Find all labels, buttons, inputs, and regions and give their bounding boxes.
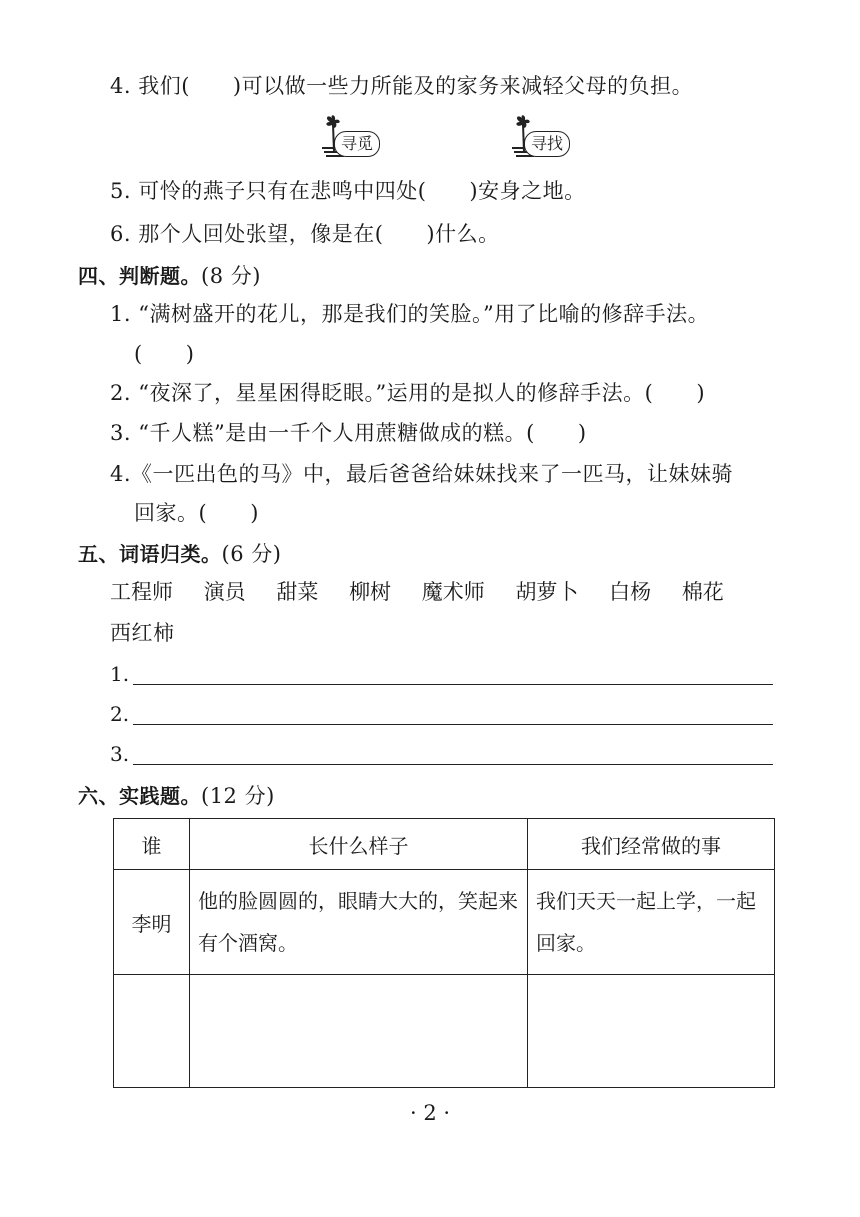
section-heading: 六、实践题。 [78,784,201,808]
column-header: 长什么样子 [190,819,528,870]
answer-number: 3. [110,742,130,766]
section-heading: 五、词语归类。 [78,542,222,566]
word: 棉花 [681,580,724,604]
option-label: 寻觅 [334,131,380,157]
answer-line-1[interactable] [133,684,773,685]
judge-item-2: 2. “夜深了，星星困得眨眼。”运用的是拟人的修辞手法。( ) [110,381,706,405]
table-cell-activities: 我们天天一起上学，一起回家。 [528,870,775,975]
column-header: 谁 [114,819,190,870]
question-5: 5. 可怜的燕子只有在悲鸣中四处( )安身之地。 [110,179,586,203]
answer-number: 2. [110,702,130,726]
word: 甜菜 [276,580,319,604]
page-number: · 2 · [409,1101,451,1125]
table-cell-name: 李明 [114,870,190,975]
section-score: (6 分) [221,542,282,566]
table-cell-appearance[interactable] [190,975,528,1088]
practice-table [113,818,775,1088]
section-score: (12 分) [201,784,275,808]
section-5-title [78,538,281,568]
answer-line-3[interactable] [133,764,773,765]
word: 柳树 [349,580,392,604]
judge-item-4-cont: 回家。( ) [134,501,259,525]
word: 工程师 [110,580,173,604]
table-row [114,870,775,975]
word: 白杨 [609,580,652,604]
table-header-row [114,819,775,870]
column-header: 我们经常做的事 [528,819,775,870]
section-score: (8 分) [201,264,261,288]
word: 胡萝卜 [515,580,579,604]
section-heading: 四、判断题。 [78,264,201,288]
word-list [110,576,724,606]
word-option-1 [318,112,378,160]
judge-item-4: 4.《一匹出色的马》中，最后爸爸给妹妹找来了一匹马，让妹妹骑 [110,462,734,486]
section-6-title [78,780,275,810]
answer-line-2[interactable] [133,724,773,725]
judge-item-3: 3. “千人糕”是由一千个人用蔗糖做成的糕。( ) [110,421,587,445]
question-6: 6. 那个人回处张望，像是在( )什么。 [110,222,500,246]
table-row [114,975,775,1088]
judge-item-1: 1. “满树盛开的花儿，那是我们的笑脸。”用了比喻的修辞手法。 [110,302,710,326]
table-cell-appearance: 他的脸圆圆的，眼睛大大的，笑起来有个酒窝。 [190,870,528,975]
word: 魔术师 [421,580,485,604]
section-4-title [78,260,261,290]
judge-item-1-blank: ( ) [134,342,195,366]
word-option-2 [508,112,568,160]
table-cell-activities[interactable] [528,975,775,1088]
question-4: 4. 我们( )可以做一些力所能及的家务来减轻父母的负担。 [110,74,694,98]
answer-number: 1. [110,662,130,686]
word: 演员 [203,580,246,604]
table-cell-name[interactable] [114,975,190,1088]
option-label: 寻找 [524,131,570,157]
word: 西红柿 [110,621,175,645]
